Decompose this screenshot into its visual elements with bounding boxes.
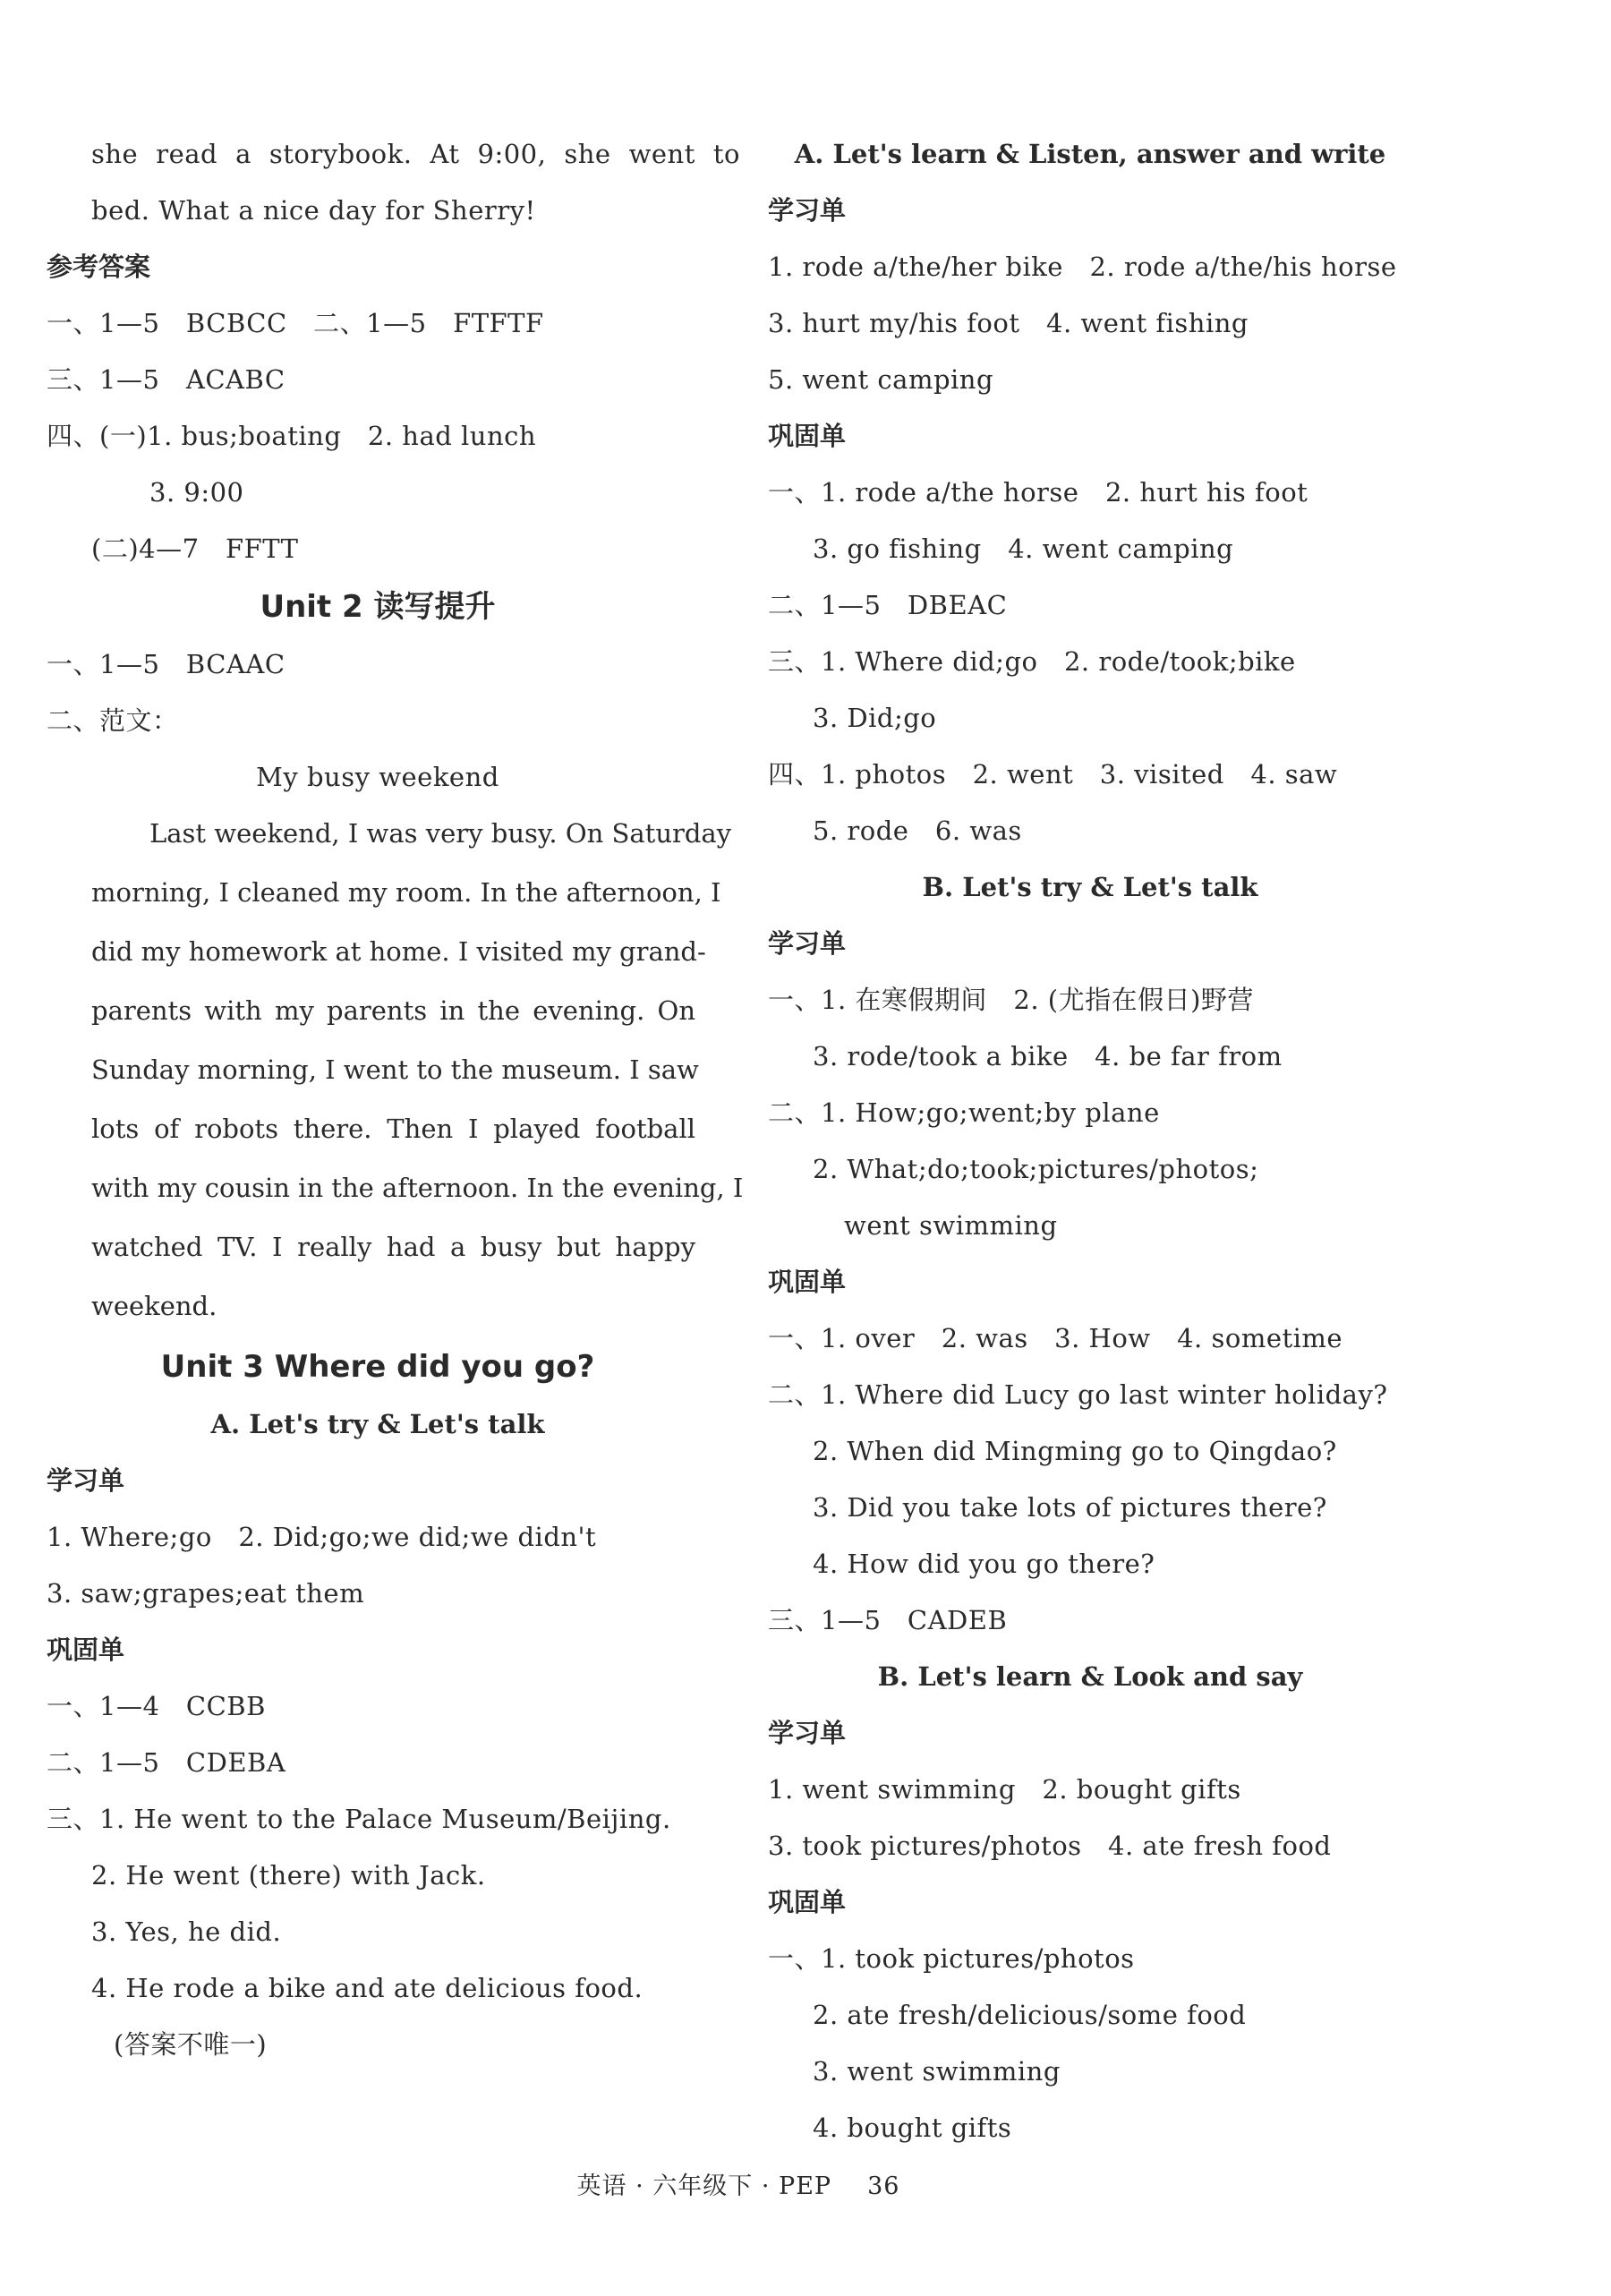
story-line: bed. What a nice day for Sherry!: [91, 195, 536, 226]
answer-line: 4. How did you go there?: [813, 1549, 1155, 1579]
answer-line: 二、1. How;go;went;by plane: [768, 1097, 1160, 1128]
answer-line: went swimming: [844, 1210, 1058, 1241]
essay-line: parents with my parents in the evening. On: [91, 995, 695, 1026]
essay-line: Last weekend, I was very busy. On Saturday: [149, 818, 732, 849]
answer-line: (二)4—7 FFTT: [91, 533, 299, 564]
answer-line: 三、1. Where did;go 2. rode/took;bike: [768, 646, 1296, 677]
essay-line: with my cousin in the afternoon. In the evening, I: [91, 1173, 744, 1203]
answer-line: 二、1. Where did Lucy go last winter holiday?: [768, 1379, 1388, 1410]
answer-line: 2. When did Mingming go to Qingdao?: [813, 1436, 1337, 1466]
answer-line: 一、1—5 BCAAC: [47, 649, 286, 679]
answer-line: 四、1. photos 2. went 3. visited 4. saw: [768, 759, 1338, 790]
study-sheet-label: 学习单: [47, 1465, 125, 1496]
answer-line: 3. Did you take lots of pictures there?: [813, 1492, 1327, 1523]
consolidation-sheet-label: 巩固单: [47, 1635, 125, 1665]
answer-line: 一、1. over 2. was 3. How 4. sometime: [768, 1323, 1343, 1353]
answer-line: 4. He rode a bike and ate delicious food.: [91, 1973, 644, 2003]
answer-line: 3. Did;go: [813, 703, 937, 733]
page-number: 36: [867, 2172, 900, 2200]
consolidation-sheet-label: 巩固单: [768, 421, 847, 451]
story-line: she read a storybook. At 9:00, she went to: [91, 139, 740, 169]
answers-heading: 参考答案: [47, 252, 151, 282]
answer-line: 1. rode a/the/her bike 2. rode a/the/his horse: [768, 252, 1397, 282]
answer-line: 3. go fishing 4. went camping: [813, 533, 1234, 564]
essay-line: weekend.: [91, 1291, 217, 1321]
unit3-title: Unit 3 Where did you go?: [160, 1349, 595, 1385]
answer-line: 二、1—5 CDEBA: [47, 1747, 286, 1778]
left-column: [47, 136, 744, 2083]
answer-line: 一、1. 在寒假期间 2. (尤指在假日)野营: [768, 985, 1254, 1015]
answer-line: 2. What;do;took;pictures/photos;: [813, 1154, 1259, 1184]
answer-line: 1. went swimming 2. bought gifts: [768, 1774, 1241, 1805]
right-column: [768, 136, 1412, 2166]
answer-line: 5. rode 6. was: [813, 815, 1022, 846]
answer-line: 一、1. rode a/the horse 2. hurt his foot: [768, 477, 1308, 508]
study-sheet-label: 学习单: [768, 195, 847, 226]
unit2-title: Unit 2 读写提升: [260, 589, 496, 625]
essay-line: morning, I cleaned my room. In the afternoon, I: [91, 877, 721, 908]
section-title: A. Let's learn & Listen, answer and write: [794, 139, 1386, 169]
essay-title: My busy weekend: [256, 762, 499, 792]
section-title: B. Let's try & Let's talk: [922, 872, 1258, 902]
answer-line: 3. hurt my/his foot 4. went fishing: [768, 308, 1249, 338]
answer-line: 3. Yes, he did.: [91, 1916, 282, 1947]
answer-line: 四、(一)1. bus;boating 2. had lunch: [47, 421, 537, 451]
answer-line: 3. rode/took a bike 4. be far from: [813, 1041, 1283, 1071]
answer-line: 三、1—5 ACABC: [47, 364, 286, 395]
footer-label: 英语 · 六年级下 · PEP: [576, 2172, 832, 2200]
answer-line: 5. went camping: [768, 364, 994, 395]
answer-line: 2. He went (there) with Jack.: [91, 1860, 486, 1891]
answer-line: 二、1—5 DBEAC: [768, 590, 1008, 620]
study-sheet-label: 学习单: [768, 928, 847, 959]
essay-line: Sunday morning, I went to the museum. I saw: [91, 1054, 699, 1085]
answer-line: 3. went swimming: [813, 2056, 1061, 2087]
answer-line: 三、1—5 CADEB: [768, 1605, 1008, 1635]
answer-line: 1. Where;go 2. Did;go;we did;we didn't: [47, 1522, 597, 1552]
answer-note: (答案不唯一): [114, 2029, 268, 2060]
essay-line: lots of robots there. Then I played football: [91, 1114, 695, 1144]
answer-line: 3. saw;grapes;eat them: [47, 1578, 365, 1609]
section-title: A. Let's try & Let's talk: [210, 1409, 545, 1439]
consolidation-sheet-label: 巩固单: [768, 1887, 847, 1917]
answer-line: 一、1—4 CCBB: [47, 1691, 266, 1721]
page-footer: [0, 2166, 1611, 2201]
answer-line: 一、1—5 BCBCC 二、1—5 FTFTF: [47, 308, 544, 338]
essay-line: watched TV. I really had a busy but happy: [91, 1232, 695, 1262]
answer-line: 三、1. He went to the Palace Museum/Beijing.: [47, 1804, 671, 1834]
answer-line: 二、范文：: [47, 705, 179, 736]
answer-line: 2. ate fresh/delicious/some food: [813, 2000, 1247, 2030]
answer-line: 一、1. took pictures/photos: [768, 1943, 1135, 1974]
answer-line: 4. bought gifts: [813, 2112, 1012, 2143]
answer-line: 3. 9:00: [149, 477, 244, 508]
section-title: B. Let's learn & Look and say: [877, 1661, 1303, 1692]
consolidation-sheet-label: 巩固单: [768, 1267, 847, 1297]
study-sheet-label: 学习单: [768, 1718, 847, 1748]
essay-line: did my homework at home. I visited my grand-: [91, 936, 706, 967]
answer-line: 3. took pictures/photos 4. ate fresh food: [768, 1831, 1332, 1861]
